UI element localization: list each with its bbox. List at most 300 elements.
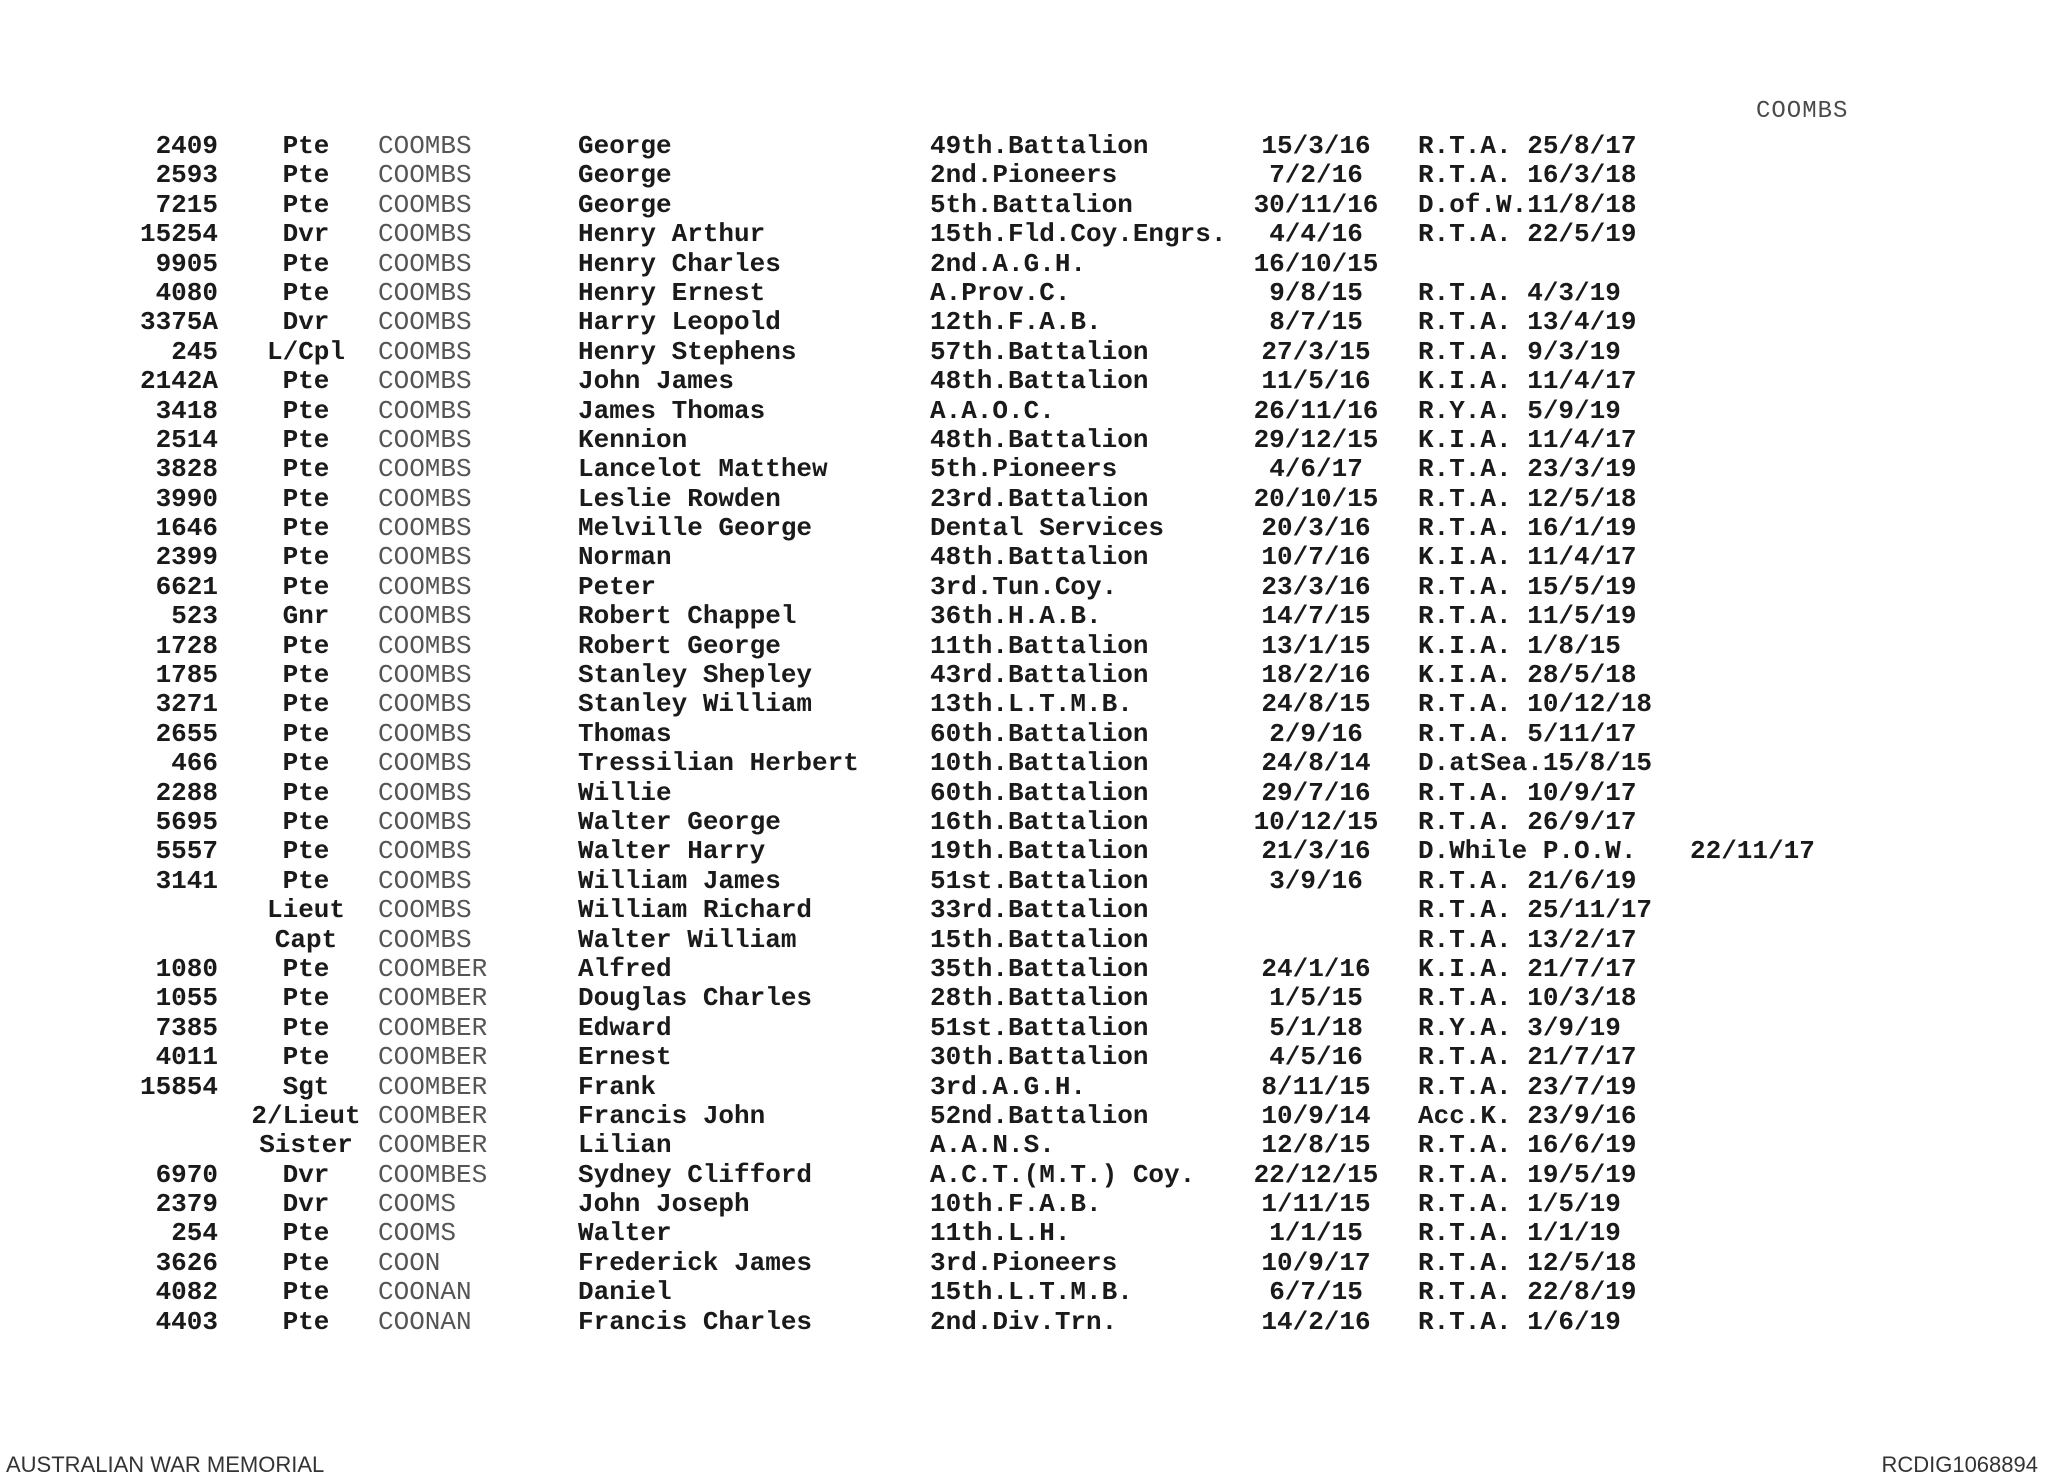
fate: R.T.A. 19/5/19	[1418, 1159, 1637, 1190]
service-number: 2399	[155, 542, 218, 573]
enlistment-date: 4/5/16	[1269, 1042, 1363, 1073]
given-names: Francis Charles	[578, 1306, 813, 1337]
surname: COOMBS	[378, 571, 472, 602]
fate: D.While P.O.W.	[1418, 836, 1637, 867]
given-names: George	[578, 160, 672, 191]
enlistment-date: 5/1/18	[1269, 1012, 1363, 1043]
fate: K.I.A. 11/4/17	[1418, 366, 1637, 397]
unit: 35th.Battalion	[930, 953, 1149, 984]
enlistment-date: 4/4/16	[1269, 219, 1363, 250]
rank: Pte	[282, 542, 330, 573]
fate: K.I.A. 28/5/18	[1418, 660, 1637, 691]
fate: R.T.A. 11/5/19	[1418, 601, 1637, 632]
unit: 36th.H.A.B.	[930, 601, 1102, 632]
given-names: Lilian	[578, 1130, 672, 1161]
fate: R.T.A. 10/3/18	[1418, 983, 1637, 1014]
rank: Pte	[282, 777, 330, 808]
table-row	[0, 984, 2048, 1013]
unit: 3rd.Tun.Coy.	[930, 571, 1118, 602]
given-names: Henry Arthur	[578, 219, 766, 250]
fate: R.T.A. 15/5/19	[1418, 571, 1637, 602]
fate: R.T.A. 12/5/18	[1418, 1247, 1637, 1278]
rank: Pte	[282, 131, 330, 161]
given-names: Walter William	[578, 924, 797, 955]
given-names: Henry Stephens	[578, 336, 797, 367]
enlistment-date: 12/8/15	[1261, 1130, 1371, 1161]
fate: R.Y.A. 3/9/19	[1418, 1012, 1621, 1043]
service-number: 15254	[139, 219, 218, 250]
surname: COOMBS	[378, 542, 472, 573]
rank: Pte	[282, 424, 330, 455]
table-row	[0, 220, 2048, 249]
unit: 15th.Battalion	[930, 924, 1149, 955]
surname: COOMBER	[378, 1071, 488, 1102]
given-names: George	[578, 189, 672, 220]
enlistment-date: 2/9/16	[1269, 718, 1363, 749]
table-row	[0, 867, 2048, 896]
table-row	[0, 720, 2048, 749]
enlistment-date: 22/12/15	[1253, 1159, 1379, 1190]
surname: COON	[378, 1247, 441, 1278]
surname: COOMBER	[378, 1042, 488, 1073]
given-names: Melville George	[578, 513, 813, 544]
surname: COOMBS	[378, 160, 472, 191]
unit: 3rd.A.G.H.	[930, 1071, 1087, 1102]
unit: 13th.L.T.M.B.	[930, 689, 1133, 720]
fate: R.T.A. 10/12/18	[1418, 689, 1653, 720]
service-number: 3626	[155, 1247, 218, 1278]
surname: COOMBS	[378, 660, 472, 691]
enlistment-date: 21/3/16	[1261, 836, 1371, 867]
fate: R.T.A. 16/6/19	[1418, 1130, 1637, 1161]
service-number: 1055	[155, 983, 218, 1014]
surname: COOMBES	[378, 1159, 488, 1190]
table-row	[0, 1161, 2048, 1190]
surname: COOMBS	[378, 630, 472, 661]
surname: COOMBS	[378, 865, 472, 896]
service-number: 6621	[155, 571, 218, 602]
surname: COOMBER	[378, 953, 488, 984]
fate: R.T.A. 13/2/17	[1418, 924, 1637, 955]
service-number: 3828	[155, 454, 218, 485]
unit: 11th.L.H.	[930, 1218, 1071, 1249]
rank: Pte	[282, 953, 330, 984]
table-row	[0, 1190, 2048, 1219]
rank: Pte	[282, 1247, 330, 1278]
surname: COOMBS	[378, 189, 472, 220]
table-row	[0, 1249, 2048, 1278]
surname: COOMBS	[378, 806, 472, 837]
surname: COOMBS	[378, 366, 472, 397]
rank: Pte	[282, 689, 330, 720]
service-number: 3141	[155, 865, 218, 896]
unit: 48th.Battalion	[930, 424, 1149, 455]
unit: 49th.Battalion	[930, 131, 1149, 161]
unit: A.A.O.C.	[930, 395, 1055, 426]
table-row	[0, 191, 2048, 220]
enlistment-date: 11/5/16	[1261, 366, 1371, 397]
surname: COONAN	[378, 1306, 472, 1337]
rank: Dvr	[282, 307, 330, 338]
table-row	[0, 632, 2048, 661]
rank: Pte	[282, 748, 330, 779]
table-row	[0, 161, 2048, 190]
surname: COOMBS	[378, 718, 472, 749]
unit: 3rd.Pioneers	[930, 1247, 1118, 1278]
enlistment-date: 3/9/16	[1269, 865, 1363, 896]
given-names: Daniel	[578, 1277, 672, 1308]
service-number: 1728	[155, 630, 218, 661]
table-row	[0, 397, 2048, 426]
enlistment-date: 26/11/16	[1253, 395, 1379, 426]
given-names: Harry Leopold	[578, 307, 781, 338]
surname: COOMBER	[378, 1012, 488, 1043]
unit: 51st.Battalion	[930, 865, 1149, 896]
surname: COOMBER	[378, 983, 488, 1014]
service-number: 2142A	[139, 366, 218, 397]
enlistment-date: 7/2/16	[1269, 160, 1363, 191]
rank: Pte	[282, 248, 330, 279]
rank: Lieut	[266, 895, 345, 926]
rank: Dvr	[282, 1189, 330, 1220]
enlistment-date: 6/7/15	[1269, 1277, 1363, 1308]
rank: Capt	[274, 924, 338, 955]
service-number: 3271	[155, 689, 218, 720]
given-names: Leslie Rowden	[578, 483, 781, 514]
given-names: Stanley Shepley	[578, 660, 813, 691]
surname: COOMBS	[378, 601, 472, 632]
rank: Pte	[282, 277, 330, 308]
unit: Dental Services	[930, 513, 1165, 544]
rank: Pte	[282, 366, 330, 397]
rank: Pte	[282, 483, 330, 514]
service-number: 4403	[155, 1306, 218, 1337]
given-names: Robert George	[578, 630, 781, 661]
service-number: 3418	[155, 395, 218, 426]
surname: COONAN	[378, 1277, 472, 1308]
fate: R.T.A. 25/8/17	[1418, 131, 1637, 161]
service-number: 2409	[155, 131, 218, 161]
enlistment-date: 14/2/16	[1261, 1306, 1371, 1337]
fate: R.T.A. 26/9/17	[1418, 806, 1637, 837]
given-names: Lancelot Matthew	[578, 454, 828, 485]
footer-record-id: RCDIG1068894	[1881, 1452, 2038, 1477]
given-names: Henry Ernest	[578, 277, 766, 308]
given-names: John Joseph	[578, 1189, 750, 1220]
table-row	[0, 808, 2048, 837]
fate: D.atSea.15/8/15	[1418, 748, 1653, 779]
unit: 5th.Battalion	[930, 189, 1133, 220]
rank: Pte	[282, 1218, 330, 1249]
surname: COOMS	[378, 1189, 457, 1220]
table-row	[0, 602, 2048, 631]
given-names: Kennion	[578, 424, 688, 455]
rank: Pte	[282, 718, 330, 749]
rank: Pte	[282, 660, 330, 691]
given-names: William James	[578, 865, 781, 896]
given-names: Edward	[578, 1012, 672, 1043]
unit: 60th.Battalion	[930, 718, 1149, 749]
table-row	[0, 367, 2048, 396]
table-row	[0, 1043, 2048, 1072]
unit: 2nd.Pioneers	[930, 160, 1118, 191]
rank: L/Cpl	[266, 336, 345, 367]
fate: R.T.A. 23/7/19	[1418, 1071, 1637, 1102]
service-number: 1785	[155, 660, 218, 691]
rank: Pte	[282, 189, 330, 220]
enlistment-date: 1/1/15	[1269, 1218, 1363, 1249]
given-names: Robert Chappel	[578, 601, 797, 632]
surname: COOMBS	[378, 689, 472, 720]
fate: R.T.A. 1/1/19	[1418, 1218, 1621, 1249]
surname: COOMBS	[378, 513, 472, 544]
service-number: 7385	[155, 1012, 218, 1043]
enlistment-date: 30/11/16	[1253, 189, 1379, 220]
enlistment-date: 29/7/16	[1261, 777, 1371, 808]
rank: Pte	[282, 454, 330, 485]
enlistment-date: 20/3/16	[1261, 513, 1371, 544]
table-row	[0, 1014, 2048, 1043]
surname: COOMBS	[378, 395, 472, 426]
rank: Dvr	[282, 1159, 330, 1190]
given-names: Walter Harry	[578, 836, 766, 867]
fate: R.T.A. 5/11/17	[1418, 718, 1637, 749]
given-names: Douglas Charles	[578, 983, 813, 1014]
service-number: 4082	[155, 1277, 218, 1308]
fate: R.T.A. 21/7/17	[1418, 1042, 1637, 1073]
table-row	[0, 338, 2048, 367]
enlistment-date: 18/2/16	[1261, 660, 1371, 691]
surname: COOMBS	[378, 454, 472, 485]
enlistment-date: 16/10/15	[1253, 248, 1379, 279]
unit: 5th.Pioneers	[930, 454, 1118, 485]
fate: K.I.A. 21/7/17	[1418, 953, 1637, 984]
surname: COOMS	[378, 1218, 457, 1249]
surname: COOMBS	[378, 895, 472, 926]
table-row	[0, 1278, 2048, 1307]
table-row	[0, 455, 2048, 484]
given-names: Ernest	[578, 1042, 672, 1073]
service-number: 2655	[155, 718, 218, 749]
fate: R.T.A. 4/3/19	[1418, 277, 1621, 308]
enlistment-date: 9/8/15	[1269, 277, 1363, 308]
table-row	[0, 837, 2048, 866]
given-names: Walter	[578, 1218, 672, 1249]
table-row	[0, 926, 2048, 955]
rank: Pte	[282, 865, 330, 896]
unit: 15th.L.T.M.B.	[930, 1277, 1133, 1308]
rank: Pte	[282, 630, 330, 661]
table-row	[0, 955, 2048, 984]
enlistment-date: 14/7/15	[1261, 601, 1371, 632]
fate: R.T.A. 16/3/18	[1418, 160, 1637, 191]
service-number: 3375A	[139, 307, 218, 338]
unit: 23rd.Battalion	[930, 483, 1149, 514]
enlistment-date: 1/11/15	[1261, 1189, 1371, 1220]
enlistment-date: 8/11/15	[1261, 1071, 1371, 1102]
table-row	[0, 132, 2048, 161]
table-row	[0, 308, 2048, 337]
given-names: Thomas	[578, 718, 672, 749]
rank: Gnr	[282, 601, 330, 632]
surname: COOMBS	[378, 307, 472, 338]
unit: A.A.N.S.	[930, 1130, 1055, 1161]
fate: R.T.A. 1/6/19	[1418, 1306, 1621, 1337]
given-names: Frank	[578, 1071, 657, 1102]
service-number: 7215	[155, 189, 218, 220]
surname: COOMBER	[378, 1130, 488, 1161]
unit: 10th.Battalion	[930, 748, 1149, 779]
surname: COOMBS	[378, 336, 472, 367]
unit: 15th.Fld.Coy.Engrs.	[930, 219, 1227, 250]
rank: Sgt	[282, 1071, 330, 1102]
unit: 51st.Battalion	[930, 1012, 1149, 1043]
enlistment-date: 24/1/16	[1261, 953, 1371, 984]
service-number: 6970	[155, 1159, 218, 1190]
surname: COOMBS	[378, 424, 472, 455]
service-number: 1646	[155, 513, 218, 544]
rank: 2/Lieut	[251, 1100, 361, 1131]
given-names: Sydney Clifford	[578, 1159, 813, 1190]
enlistment-date: 15/3/16	[1261, 131, 1371, 161]
fate-extra: 22/11/17	[1690, 836, 1815, 867]
rank: Pte	[282, 395, 330, 426]
table-row	[0, 661, 2048, 690]
surname: COOMBS	[378, 836, 472, 867]
nominal-roll	[0, 132, 2048, 1337]
surname: COOMBER	[378, 1100, 488, 1131]
table-row	[0, 779, 2048, 808]
given-names: William Richard	[578, 895, 813, 926]
rank: Pte	[282, 836, 330, 867]
rank: Sister	[259, 1130, 353, 1161]
enlistment-date: 8/7/15	[1269, 307, 1363, 338]
enlistment-date: 20/10/15	[1253, 483, 1379, 514]
fate: R.T.A. 16/1/19	[1418, 513, 1637, 544]
enlistment-date: 10/9/17	[1261, 1247, 1371, 1278]
service-number: 4011	[155, 1042, 218, 1073]
unit: 30th.Battalion	[930, 1042, 1149, 1073]
service-number: 2288	[155, 777, 218, 808]
service-number: 15854	[139, 1071, 218, 1102]
table-row	[0, 1219, 2048, 1248]
rank: Dvr	[282, 219, 330, 250]
given-names: Walter George	[578, 806, 781, 837]
fate: R.T.A. 25/11/17	[1418, 895, 1653, 926]
unit: 11th.Battalion	[930, 630, 1149, 661]
unit: A.C.T.(M.T.) Coy.	[930, 1159, 1196, 1190]
given-names: Stanley William	[578, 689, 813, 720]
service-number: 1080	[155, 953, 218, 984]
fate: R.T.A. 22/5/19	[1418, 219, 1637, 250]
enlistment-date: 10/12/15	[1253, 806, 1379, 837]
fate: R.T.A. 1/5/19	[1418, 1189, 1621, 1220]
table-row	[0, 749, 2048, 778]
unit: 12th.F.A.B.	[930, 307, 1102, 338]
table-row	[0, 279, 2048, 308]
unit: 16th.Battalion	[930, 806, 1149, 837]
fate: K.I.A. 11/4/17	[1418, 542, 1637, 573]
unit: 28th.Battalion	[930, 983, 1149, 1014]
rank: Pte	[282, 513, 330, 544]
enlistment-date: 10/7/16	[1261, 542, 1371, 573]
table-row	[0, 1131, 2048, 1160]
unit: 2nd.A.G.H.	[930, 248, 1087, 279]
enlistment-date: 10/9/14	[1261, 1100, 1371, 1131]
surname: COOMBS	[378, 131, 472, 161]
fate: R.T.A. 21/6/19	[1418, 865, 1637, 896]
fate: R.T.A. 12/5/18	[1418, 483, 1637, 514]
unit: A.Prov.C.	[930, 277, 1071, 308]
surname: COOMBS	[378, 248, 472, 279]
surname: COOMBS	[378, 277, 472, 308]
unit: 2nd.Div.Trn.	[930, 1306, 1118, 1337]
table-row	[0, 543, 2048, 572]
rank: Pte	[282, 1306, 330, 1337]
surname-heading: COOMBS	[1756, 98, 1849, 125]
unit: 48th.Battalion	[930, 542, 1149, 573]
rank: Pte	[282, 160, 330, 191]
surname: COOMBS	[378, 777, 472, 808]
given-names: Francis John	[578, 1100, 766, 1131]
unit: 10th.F.A.B.	[930, 1189, 1102, 1220]
fate: K.I.A. 1/8/15	[1418, 630, 1621, 661]
enlistment-date: 27/3/15	[1261, 336, 1371, 367]
service-number: 9905	[155, 248, 218, 279]
rank: Pte	[282, 1012, 330, 1043]
unit: 33rd.Battalion	[930, 895, 1149, 926]
table-row	[0, 896, 2048, 925]
fate: R.T.A. 10/9/17	[1418, 777, 1637, 808]
enlistment-date: 1/5/15	[1269, 983, 1363, 1014]
footer-institution: AUSTRALIAN WAR MEMORIAL	[6, 1452, 325, 1477]
service-number: 3990	[155, 483, 218, 514]
service-number: 5557	[155, 836, 218, 867]
surname: COOMBS	[378, 219, 472, 250]
service-number: 2514	[155, 424, 218, 455]
given-names: Alfred	[578, 953, 672, 984]
service-number: 245	[171, 336, 218, 367]
service-number: 5695	[155, 806, 218, 837]
fate: D.of.W.11/8/18	[1418, 189, 1637, 220]
enlistment-date: 23/3/16	[1261, 571, 1371, 602]
fate: R.T.A. 23/3/19	[1418, 454, 1637, 485]
fate: K.I.A. 11/4/17	[1418, 424, 1637, 455]
rank: Pte	[282, 806, 330, 837]
surname: COOMBS	[378, 924, 472, 955]
enlistment-date: 24/8/15	[1261, 689, 1371, 720]
enlistment-date: 24/8/14	[1261, 748, 1371, 779]
fate: R.Y.A. 5/9/19	[1418, 395, 1621, 426]
unit: 52nd.Battalion	[930, 1100, 1149, 1131]
service-number: 523	[171, 601, 218, 632]
given-names: Frederick James	[578, 1247, 813, 1278]
table-row	[0, 573, 2048, 602]
unit: 19th.Battalion	[930, 836, 1149, 867]
unit: 48th.Battalion	[930, 366, 1149, 397]
given-names: George	[578, 131, 672, 161]
given-names: Norman	[578, 542, 672, 573]
rank: Pte	[282, 1277, 330, 1308]
table-row	[0, 1102, 2048, 1131]
table-row	[0, 1073, 2048, 1102]
table-row	[0, 426, 2048, 455]
service-number: 254	[171, 1218, 218, 1249]
unit: 57th.Battalion	[930, 336, 1149, 367]
table-row	[0, 1308, 2048, 1337]
unit: 43rd.Battalion	[930, 660, 1149, 691]
service-number: 2379	[155, 1189, 218, 1220]
